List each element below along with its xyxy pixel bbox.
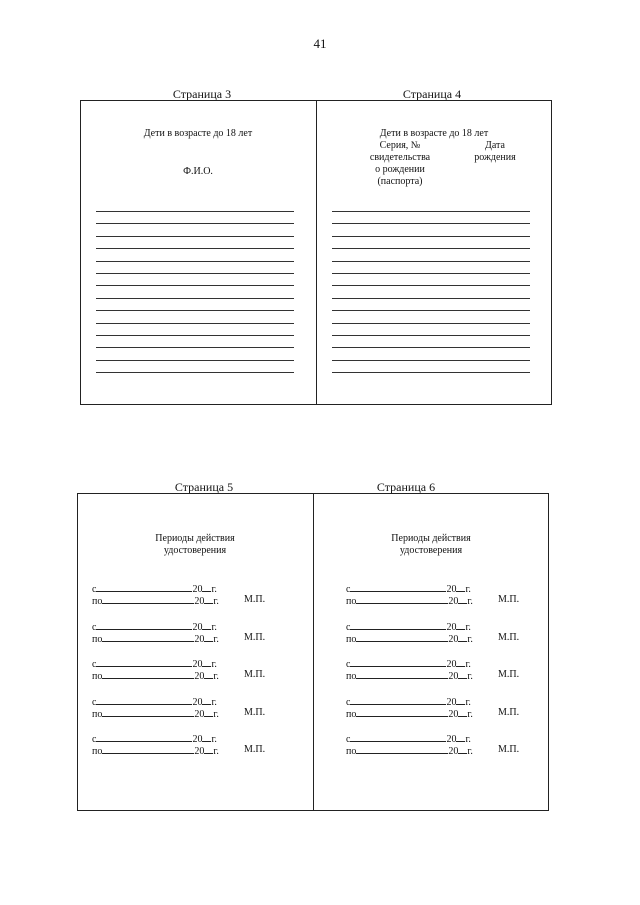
page-6-heading-line-1: Периоды действия [391, 533, 471, 544]
page-4-entry-rule [332, 211, 530, 212]
stamp-mark: М.П. [244, 594, 266, 605]
period-to-date-field[interactable] [356, 744, 448, 754]
page-4-entry-rule [332, 273, 530, 274]
year-prefix: 20 [194, 671, 205, 682]
page-4-entry-rule [332, 248, 530, 249]
year-suffix: г. [211, 734, 217, 745]
period-from-label: с [92, 584, 97, 595]
year-suffix: г. [465, 584, 471, 595]
period-from-row [346, 732, 546, 744]
year-prefix: 20 [448, 596, 459, 607]
period-to-date-field[interactable] [102, 669, 194, 679]
year-field[interactable] [458, 707, 467, 717]
period-from-date-field[interactable] [350, 582, 446, 592]
period-to-date-field[interactable] [102, 632, 194, 642]
year-suffix: г. [213, 633, 219, 645]
year-prefix: 20 [448, 671, 459, 682]
page-3-entry-rule [96, 273, 294, 274]
period-to-date-field[interactable] [356, 594, 448, 604]
period-to-date-field[interactable] [356, 632, 448, 642]
period-from-date-field[interactable] [96, 732, 192, 742]
period-from-row [92, 695, 292, 707]
year-prefix: 20 [192, 659, 203, 670]
page-4-entry-rule [332, 323, 530, 324]
col-doc-line-3: о рождении [375, 164, 425, 175]
period-to-label: по [92, 671, 103, 682]
page-6-period-block [346, 695, 546, 721]
year-suffix: г. [465, 696, 471, 708]
year-prefix: 20 [194, 708, 205, 720]
page-3-entry-rule [96, 347, 294, 348]
year-prefix: 20 [194, 596, 205, 607]
period-from-row [346, 620, 546, 632]
period-to-label: по [346, 633, 357, 645]
page-3-entry-rule [96, 248, 294, 249]
year-prefix: 20 [448, 708, 459, 720]
stamp-mark: М.П. [498, 706, 520, 718]
period-from-date-field[interactable] [350, 620, 446, 630]
year-field[interactable] [458, 594, 467, 604]
page-6-heading [315, 533, 547, 557]
period-to-row [346, 632, 546, 644]
page-6-period-block [346, 582, 546, 608]
period-from-label: с [346, 621, 351, 633]
year-prefix: 20 [192, 734, 203, 745]
year-field[interactable] [204, 744, 213, 754]
period-to-label: по [92, 746, 103, 757]
year-prefix: 20 [194, 633, 205, 645]
page-5-heading-line-2: удостоверения [163, 545, 227, 556]
period-to-label: по [346, 596, 357, 607]
page-5-label: Страница 5 [174, 480, 234, 494]
period-from-label: с [92, 734, 97, 745]
period-from-row [346, 695, 546, 707]
period-from-date-field[interactable] [350, 657, 446, 667]
year-suffix: г. [465, 734, 471, 745]
page-6-period-block [346, 732, 546, 758]
year-prefix: 20 [446, 584, 457, 595]
page-3-entry-rule [96, 372, 294, 373]
period-from-row [346, 657, 546, 669]
year-suffix: г. [467, 633, 473, 645]
period-from-label: с [92, 659, 97, 670]
period-from-row [92, 582, 292, 594]
page-5-period-block [92, 695, 292, 721]
period-to-date-field[interactable] [102, 594, 194, 604]
year-prefix: 20 [448, 746, 459, 757]
page-4-entry-rule [332, 372, 530, 373]
page-4-label: Страница 4 [402, 87, 462, 101]
page-4-heading: Дети в возрасте до 18 лет [379, 128, 489, 139]
page-5-period-block [92, 620, 292, 646]
period-to-row [346, 707, 546, 719]
stamp-mark: М.П. [244, 669, 266, 680]
period-from-label: с [92, 696, 97, 708]
stamp-mark: М.П. [498, 594, 520, 605]
stamp-mark: М.П. [498, 744, 520, 755]
period-to-date-field[interactable] [102, 707, 194, 717]
stamp-mark: М.П. [244, 706, 266, 718]
page-3-entry-rule [96, 323, 294, 324]
year-prefix: 20 [446, 734, 457, 745]
year-prefix: 20 [446, 659, 457, 670]
col-doc-line-4: (паспорта) [377, 176, 423, 187]
period-from-row [92, 732, 292, 744]
page-4-column-document [345, 140, 455, 188]
page-5-heading-line-1: Периоды действия [155, 533, 235, 544]
stamp-mark: М.П. [244, 744, 266, 755]
period-to-label: по [92, 633, 103, 645]
page-3-entry-rule [96, 223, 294, 224]
year-suffix: г. [465, 621, 471, 633]
period-to-row [92, 707, 292, 719]
col-doc-line-2: свидетельства [369, 152, 431, 163]
page-number: 41 [313, 36, 327, 51]
period-from-date-field[interactable] [96, 695, 192, 705]
page-5-period-block [92, 657, 292, 683]
period-from-label: с [346, 659, 351, 670]
period-from-date-field[interactable] [96, 657, 192, 667]
page-3-entry-rule [96, 236, 294, 237]
page-5-period-block [92, 732, 292, 758]
stamp-mark: М.П. [498, 631, 520, 643]
period-from-row [92, 657, 292, 669]
year-suffix: г. [467, 671, 473, 682]
period-to-label: по [346, 708, 357, 720]
period-from-date-field[interactable] [350, 695, 446, 705]
col-date-line-1: Дата [485, 140, 505, 151]
col-doc-line-1: Серия, № [379, 140, 421, 151]
page-3-entry-rule [96, 360, 294, 361]
page-3-entry-rule [96, 261, 294, 262]
period-to-date-field[interactable] [102, 744, 194, 754]
bottom-spread-divider [313, 493, 314, 811]
period-from-row [92, 620, 292, 632]
period-from-date-field[interactable] [96, 620, 192, 630]
year-suffix: г. [467, 596, 473, 607]
year-suffix: г. [213, 671, 219, 682]
period-to-row [346, 744, 546, 756]
period-from-row [346, 582, 546, 594]
period-to-label: по [346, 671, 357, 682]
year-suffix: г. [211, 621, 217, 633]
page-6-label: Страница 6 [376, 480, 436, 494]
period-from-label: с [346, 584, 351, 595]
page-3-entry-rule [96, 310, 294, 311]
page-6-heading-line-2: удостоверения [399, 545, 463, 556]
col-date-line-2: рождения [474, 152, 516, 163]
page-4-entry-rule [332, 347, 530, 348]
page-6-period-block [346, 620, 546, 646]
page-4-entry-rule [332, 335, 530, 336]
page-3-entry-rule [96, 285, 294, 286]
page-4-entry-rule [332, 236, 530, 237]
year-field[interactable] [204, 594, 213, 604]
stamp-mark: М.П. [244, 631, 266, 643]
period-to-label: по [92, 596, 103, 607]
year-suffix: г. [465, 659, 471, 670]
page-4-entry-rule [332, 310, 530, 311]
year-prefix: 20 [192, 621, 203, 633]
period-to-row [92, 669, 292, 681]
period-to-label: по [92, 708, 103, 720]
period-to-date-field[interactable] [356, 669, 448, 679]
period-from-date-field[interactable] [350, 732, 446, 742]
year-prefix: 20 [192, 696, 203, 708]
page-4-entry-rule [332, 285, 530, 286]
year-field[interactable] [458, 744, 467, 754]
page-3-label: Страница 3 [172, 87, 232, 101]
year-field[interactable] [204, 669, 213, 679]
period-from-label: с [92, 621, 97, 633]
period-to-row [92, 744, 292, 756]
year-suffix: г. [211, 584, 217, 595]
year-prefix: 20 [192, 584, 203, 595]
year-field[interactable] [458, 632, 467, 642]
page-4-entry-rule [332, 298, 530, 299]
page-6-period-block [346, 657, 546, 683]
period-to-row [92, 632, 292, 644]
page-3-column-fio: Ф.И.О. [183, 166, 213, 177]
year-field[interactable] [204, 632, 213, 642]
year-suffix: г. [213, 746, 219, 757]
page-4-entry-rule [332, 360, 530, 361]
page-3-entry-rule [96, 211, 294, 212]
page-5-period-block [92, 582, 292, 608]
year-field[interactable] [458, 669, 467, 679]
period-to-row [346, 594, 546, 606]
period-to-label: по [346, 746, 357, 757]
page-3-entry-rule [96, 335, 294, 336]
year-prefix: 20 [194, 746, 205, 757]
year-suffix: г. [213, 708, 219, 720]
year-prefix: 20 [446, 696, 457, 708]
page-3-entry-rule [96, 298, 294, 299]
year-suffix: г. [467, 708, 473, 720]
period-to-date-field[interactable] [356, 707, 448, 717]
period-to-row [92, 594, 292, 606]
year-suffix: г. [467, 746, 473, 757]
year-suffix: г. [211, 696, 217, 708]
stamp-mark: М.П. [498, 669, 520, 680]
year-field[interactable] [204, 707, 213, 717]
period-from-label: с [346, 734, 351, 745]
year-suffix: г. [211, 659, 217, 670]
page-5-heading [79, 533, 311, 557]
page-4-column-birthdate [455, 140, 535, 164]
top-spread-divider [316, 100, 317, 405]
year-prefix: 20 [448, 633, 459, 645]
page-4-entry-rule [332, 261, 530, 262]
year-prefix: 20 [446, 621, 457, 633]
period-from-label: с [346, 696, 351, 708]
period-from-date-field[interactable] [96, 582, 192, 592]
period-to-row [346, 669, 546, 681]
page-3-heading: Дети в возрасте до 18 лет [143, 128, 253, 139]
year-suffix: г. [213, 596, 219, 607]
page-4-entry-rule [332, 223, 530, 224]
